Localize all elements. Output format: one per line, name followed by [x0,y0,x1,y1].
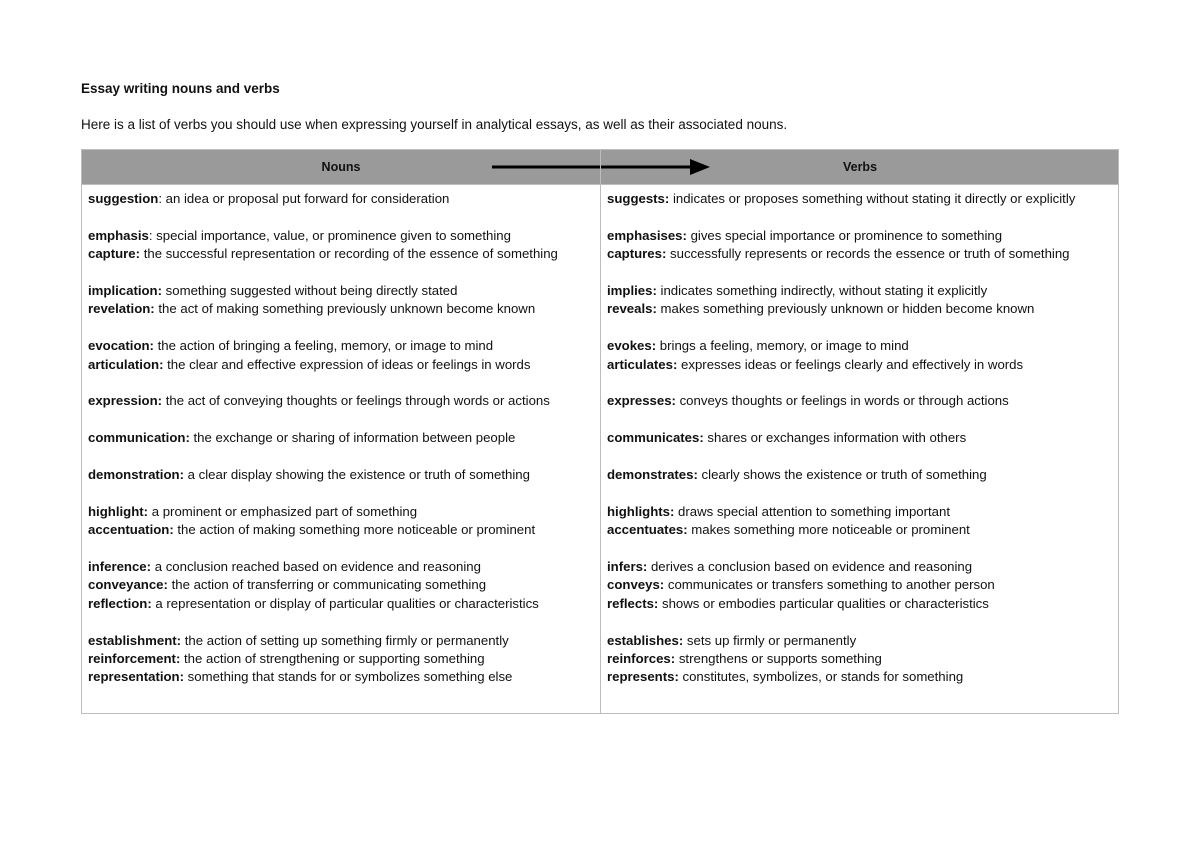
verb-term: evokes: [607,338,657,354]
verb-definition: sets up firmly or permanently [683,632,857,648]
verb-entry [607,632,1112,650]
noun-definition: the action of setting up something firmly or permanently [181,632,509,648]
verb-definition: communicates or transfers something to another person [664,577,995,593]
noun-definition: the act of making something previously unknown become known [154,301,536,317]
noun-definition: the exchange or sharing of information between people [189,430,516,446]
verb-entry [607,392,1112,410]
noun-term: highlight: [88,503,149,519]
verb-definition: expresses ideas or feelings clearly and effectively in words [677,356,1024,372]
noun-term: communication: [88,430,190,446]
verb-definition: draws special attention to something important [674,503,951,519]
verb-term: reflects: [607,595,659,611]
noun-entry [88,282,596,300]
verb-definition: derives a conclusion based on evidence and reasoning [647,559,973,574]
verb-term: establishes: [607,632,684,648]
verb-term: implies: [607,283,657,298]
verb-entry [607,190,1112,208]
noun-entry [88,466,596,484]
noun-term: emphasis [88,227,149,243]
noun-entry [88,668,596,686]
noun-entry [88,558,596,576]
noun-term: suggestion [88,191,159,206]
noun-entry [88,190,596,208]
verb-term: articulates: [607,356,678,372]
header-verbs: Verbs [842,160,878,174]
verb-entry [607,576,1112,594]
noun-term: representation: [88,669,184,685]
noun-entry [88,576,596,594]
verb-term: captures: [607,246,667,262]
verb-definition: gives special importance or prominence to something [686,227,1003,243]
verb-entry [607,503,1112,521]
noun-definition: the act of conveying thoughts or feelings through words or actions [162,393,550,409]
noun-entry [88,356,596,374]
noun-definition: the action of making something more noticeable or prominent [173,522,536,538]
intro-paragraph: Here is a list of verbs you should use when expressing yourself in analytical essays, as well as their associated nouns. [81,117,788,132]
noun-entry [88,521,596,539]
noun-definition: something that stands for or symbolizes something else [184,669,513,685]
noun-definition: a conclusion reached based on evidence and reasoning [151,559,481,574]
verb-definition: constitutes, symbolizes, or stands for something [678,669,964,685]
verb-term: communicates: [607,430,704,446]
nouns-verbs-table [81,149,1119,714]
verb-entry [607,595,1112,613]
verb-term: highlights: [607,503,675,519]
verb-entry [607,337,1112,355]
noun-entry [88,245,596,263]
noun-definition: the action of transferring or communicating something [167,577,487,593]
verb-definition: indicates or proposes something without stating it directly or explicitly [669,191,1076,206]
verb-entry [607,300,1112,318]
verb-term: reveals: [607,301,657,317]
noun-entry [88,227,596,245]
verb-term: suggests: [607,191,670,206]
verb-term: reinforces: [607,651,676,666]
verb-entry [607,668,1112,686]
noun-entry [88,392,596,410]
noun-entry [88,337,596,355]
noun-entry [88,300,596,318]
verb-term: conveys: [607,577,665,593]
right-arrow-icon [492,158,712,176]
noun-definition: something suggested without being directly stated [162,283,458,298]
noun-entry [88,595,596,613]
verb-definition: shares or exchanges information with others [703,430,967,446]
noun-entry [88,632,596,650]
verb-entry [607,356,1112,374]
column-divider [600,150,601,713]
verb-definition: brings a feeling, memory, or image to mind [656,338,909,354]
verb-term: demonstrates: [607,467,698,482]
verb-entry [607,466,1112,484]
verb-term: emphasises: [607,227,687,243]
noun-term: accentuation: [88,522,174,538]
noun-definition: : an idea or proposal put forward for consideration [158,191,450,206]
noun-term: revelation: [88,301,155,317]
verb-definition: indicates something indirectly, without stating it explicitly [656,283,988,298]
verb-term: accentuates: [607,522,688,538]
noun-definition: : special importance, value, or prominence given to something [148,227,511,243]
verb-entry [607,227,1112,245]
noun-entry [88,429,596,447]
verb-entry [607,650,1112,668]
noun-term: inference: [88,559,152,574]
noun-definition: a clear display showing the existence or truth of something [183,467,530,482]
noun-term: expression: [88,393,163,409]
noun-term: articulation: [88,356,164,372]
verb-entry [607,245,1112,263]
noun-term: conveyance: [88,577,168,593]
noun-definition: the successful representation or recording of the essence of something [140,246,558,262]
verb-definition: clearly shows the existence or truth of something [697,467,987,482]
verb-definition: shows or embodies particular qualities or characteristics [658,595,989,611]
header-nouns: Nouns [321,160,361,174]
document-title: Essay writing nouns and verbs [81,81,280,96]
noun-definition: the clear and effective expression of ideas or feelings in words [163,356,531,372]
noun-term: establishment: [88,632,182,648]
noun-term: reinforcement: [88,651,181,666]
verb-definition: strengthens or supports something [675,651,882,666]
noun-term: evocation: [88,338,154,354]
verb-term: expresses: [607,393,676,409]
verb-definition: successfully represents or records the essence or truth of something [666,246,1070,262]
verb-entry [607,558,1112,576]
noun-definition: the action of bringing a feeling, memory, or image to mind [153,338,494,354]
verb-entry [607,521,1112,539]
noun-definition: the action of strengthening or supporting something [180,651,485,666]
verb-definition: makes something more noticeable or prominent [687,522,970,538]
noun-entry [88,503,596,521]
noun-entry [88,650,596,668]
verb-term: infers: [607,559,648,574]
verb-term: represents: [607,669,679,685]
verb-definition: makes something previously unknown or hidden become known [656,301,1035,317]
noun-definition: a representation or display of particular qualities or characteristics [151,595,539,611]
verb-entry [607,282,1112,300]
verb-definition: conveys thoughts or feelings in words or through actions [675,393,1009,409]
noun-term: demonstration: [88,467,184,482]
noun-term: capture: [88,246,141,262]
noun-term: implication: [88,283,162,298]
noun-term: reflection: [88,595,152,611]
noun-definition: a prominent or emphasized part of something [148,503,418,519]
verb-entry [607,429,1112,447]
